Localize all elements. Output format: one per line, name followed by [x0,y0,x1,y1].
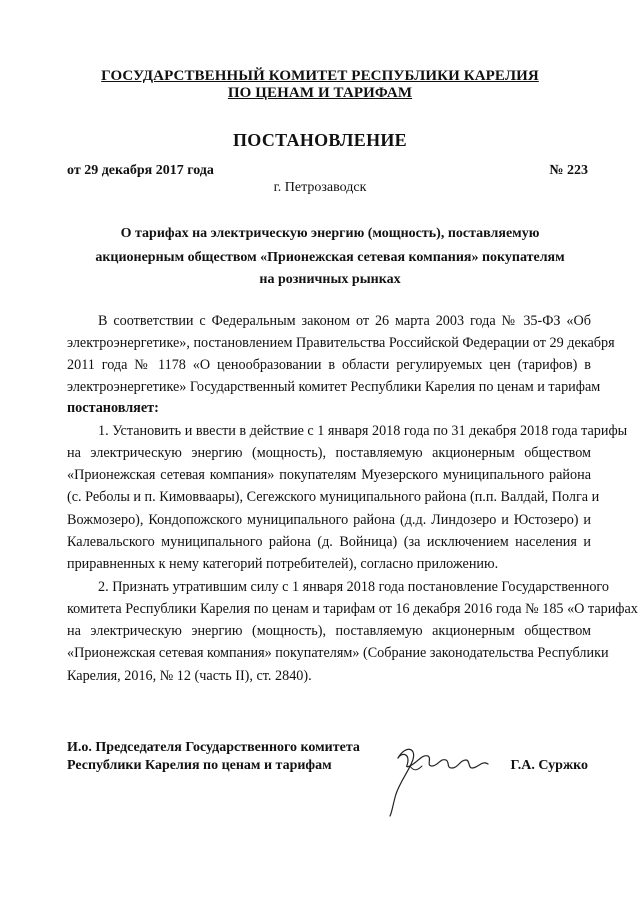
subject-line1: О тарифах на электрическую энергию (мощность), поставляемую [120,226,540,241]
preamble-line: электроэнергетике», постановлением Правительства Российской Федерации от 29 декабря [67,335,615,351]
document-number: № 223 [549,163,588,178]
preamble-line: электроэнергетике» Государственный комитет Республики Карелия по ценам и тарифам [67,379,601,395]
item1-line: «Прионежская сетевая компания» покупателям Муезерского муниципального района [67,467,591,483]
item1-line: приравненных к нему категорий потребителей), согласно приложению. [67,556,499,572]
item1-line: Вожмозеро), Кондопожского муниципального района (д.д. Линдозеро и Юстозеро) и [67,512,591,528]
document-title: ПОСТАНОВЛЕНИЕ [233,130,407,150]
item2-line: на электрическую энергию (мощность), поставляемую акционерным обществом [67,623,591,639]
preamble-line: В соответствии с Федеральным законом от 26 марта 2003 года № 35-ФЗ «Об [98,313,591,329]
committee-name-line1: ГОСУДАРСТВЕННЫЙ КОМИТЕТ РЕСПУБЛИКИ КАРЕЛИЯ [101,68,539,84]
item1-line: 1. Установить и ввести в действие с 1 января 2018 года по 31 декабря 2018 года тарифы [98,423,628,439]
committee-name-line2: ПО ЦЕНАМ И ТАРИФАМ [227,85,413,101]
handwritten-signature [388,742,498,817]
item1-line: на электрическую энергию (мощность), поставляемую акционерным обществом [67,445,591,461]
item2-line: 2. Признать утратившим силу с 1 января 2018 года постановление Государственного [98,579,609,595]
item1-line: (с. Реболы и п. Кимовваары), Сегежского муниципального района (п.п. Валдай, Полга и [67,489,600,505]
decree-word: постановляет: [67,400,159,416]
subject-line2: акционерным обществом «Прионежская сетевая компания» покупателям [95,250,565,265]
signatory-position-line2: Республики Карелия по ценам и тарифам [67,758,332,773]
signatory-name: Г.А. Суржко [510,758,588,773]
preamble-line: 2011 года № 1178 «О ценообразовании в области регулируемых цен (тарифов) в [67,357,591,373]
item2-line: комитета Республики Карелия по ценам и тарифам от 16 декабря 2016 года № 185 «О тарифах [67,601,638,617]
item1-line: Калевальского муниципального района (д. Войница) (за исключением населения и [67,534,591,550]
item2-line: «Прионежская сетевая компания» покупателям» (Собрание законодательства Республики [67,645,609,661]
item2-line: Карелия, 2016, № 12 (часть II), ст. 2840). [67,668,312,684]
document-date: от 29 декабря 2017 года [67,163,214,178]
document-city: г. Петрозаводск [273,180,367,195]
signatory-position-line1: И.о. Председателя Государственного комитета [67,740,360,755]
subject-line3: на розничных рынках [259,272,401,287]
